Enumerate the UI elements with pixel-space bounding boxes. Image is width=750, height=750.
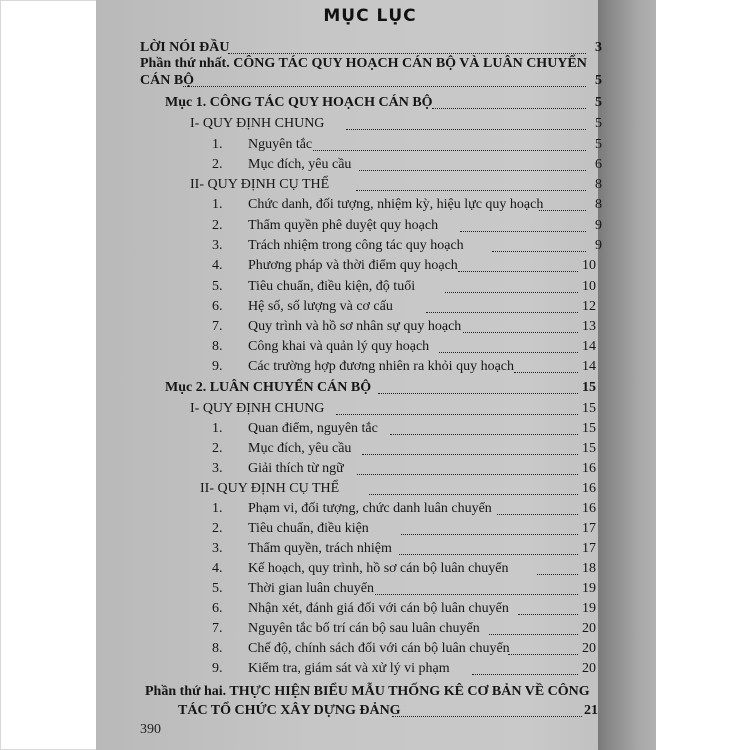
toc-page-number: 20: [582, 641, 596, 656]
toc-entry: [0, 116, 620, 136]
toc-entry: [0, 441, 620, 461]
toc-entry: [0, 684, 620, 704]
toc-entry-number: 7.: [212, 621, 223, 636]
toc-entry-number: 2.: [212, 157, 223, 172]
toc-dot-leader: [401, 534, 578, 535]
toc-dot-leader: [357, 474, 578, 475]
toc-entry-text: Mục đích, yêu cầu: [248, 441, 352, 456]
toc-entry-number: 1.: [212, 137, 223, 152]
toc-entry: [0, 359, 620, 379]
toc-dot-leader: [472, 674, 578, 675]
toc-entry-number: 1.: [212, 421, 223, 436]
toc-entry-number: 7.: [212, 319, 223, 334]
toc-entry-number: 9.: [212, 661, 223, 676]
toc-dot-leader: [445, 292, 578, 293]
toc-entry-number: 3.: [212, 238, 223, 253]
toc-dot-leader: [362, 454, 578, 455]
toc-entry: [0, 279, 620, 299]
toc-entry: [0, 339, 620, 359]
toc-page-number: 18: [582, 561, 596, 576]
toc-entry-text: I- QUY ĐỊNH CHUNG: [190, 116, 325, 131]
toc-page-number: 10: [582, 258, 596, 273]
toc-entry-text: Phạm vi, đối tượng, chức danh luân chuyển: [248, 501, 492, 516]
toc-entry-number: 4.: [212, 258, 223, 273]
toc-entry-number: 8.: [212, 339, 223, 354]
toc-entry-text: CÁN BỘ: [140, 73, 195, 88]
toc-dot-leader: [460, 231, 586, 232]
toc-dot-leader: [514, 372, 578, 373]
toc-page-number: 19: [582, 601, 596, 616]
toc-page-number: 5: [595, 95, 602, 110]
toc-dot-leader: [497, 514, 578, 515]
toc-dot-leader: [489, 634, 578, 635]
toc-entry-number: 3.: [212, 541, 223, 556]
toc-dot-leader: [432, 108, 586, 109]
toc-page-number: 21: [584, 703, 598, 718]
toc-dot-leader: [508, 654, 578, 655]
toc-dot-leader: [346, 129, 586, 130]
toc-page-number: 20: [582, 621, 596, 636]
toc-entry: [0, 401, 620, 421]
toc-page-number: 10: [582, 279, 596, 294]
toc-page-number: 16: [582, 481, 596, 496]
toc-entry: [0, 177, 620, 197]
toc-page-number: 20: [582, 661, 596, 676]
toc-entry: [0, 319, 620, 339]
toc-entry-text: Tiêu chuẩn, điều kiện: [248, 521, 369, 536]
toc-page-number: 15: [582, 421, 596, 436]
toc-entry: [0, 521, 620, 541]
toc-entry-text: Công khai và quản lý quy hoạch: [248, 339, 430, 354]
toc-entry: [0, 73, 620, 93]
toc-dot-leader: [183, 86, 586, 87]
toc-dot-leader: [356, 190, 586, 191]
toc-entry: [0, 157, 620, 177]
toc-page-number: 9: [595, 218, 602, 233]
toc-entry-number: 9.: [212, 359, 223, 374]
toc-entry-number: 6.: [212, 299, 223, 314]
toc-page-number: 9: [595, 238, 602, 253]
toc-entry-text: Nguyên tắc bố trí cán bộ sau luân chuyển: [248, 621, 480, 636]
toc-entry-text: II- QUY ĐỊNH CỤ THỂ: [200, 481, 340, 496]
toc-entry-text: Giải thích từ ngữ: [248, 461, 344, 476]
toc-entry-text: Trách nhiệm trong công tác quy hoạch: [248, 238, 464, 253]
toc-entry-text: Chế độ, chính sách đối với cán bộ luân chuyển: [248, 641, 510, 656]
toc-entry-text: Hệ số, số lượng và cơ cấu: [248, 299, 393, 314]
toc-entry: [0, 299, 620, 319]
toc-entry: [0, 197, 620, 217]
toc-dot-leader: [518, 614, 578, 615]
toc-entry: [0, 501, 620, 521]
toc-entry-number: 5.: [212, 581, 223, 596]
toc-page-number: 5: [595, 116, 602, 131]
toc-entry: [0, 621, 620, 641]
toc-entry-text: I- QUY ĐỊNH CHUNG: [190, 401, 325, 416]
toc-entry-number: 6.: [212, 601, 223, 616]
toc-dot-leader: [369, 494, 578, 495]
toc-entry: [0, 238, 620, 258]
toc-dot-leader: [392, 716, 582, 717]
toc-dot-leader: [375, 594, 578, 595]
toc-entry: [0, 601, 620, 621]
toc-entry-text: LỜI NÓI ĐẦU: [140, 40, 230, 55]
toc-entry: [0, 461, 620, 481]
toc-entry-number: 3.: [212, 461, 223, 476]
toc-page-number: 15: [582, 401, 596, 416]
toc-page-number: 3: [595, 40, 602, 55]
toc-page-number: 6: [595, 157, 602, 172]
toc-entry-text: Quy trình và hồ sơ nhân sự quy hoạch: [248, 319, 462, 334]
toc-dot-leader: [378, 393, 578, 394]
toc-entry-text: TÁC TỔ CHỨC XÂY DỰNG ĐẢNG: [178, 703, 401, 718]
toc-entry: [0, 661, 620, 681]
toc-page-number: 14: [582, 339, 596, 354]
toc-entry: [0, 481, 620, 501]
toc-dot-leader: [313, 150, 586, 151]
toc-entry-number: 1.: [212, 197, 223, 212]
toc-entry: [0, 641, 620, 661]
toc-page-number: 16: [582, 461, 596, 476]
toc-entry-text: Thời gian luân chuyển: [248, 581, 374, 596]
toc-dot-leader: [399, 554, 578, 555]
toc-entry: [0, 380, 620, 400]
toc-dot-leader: [336, 414, 578, 415]
toc-page-number: 16: [582, 501, 596, 516]
toc-entry-text: Phần thứ nhất. CÔNG TÁC QUY HOẠCH CÁN BỘ VÀ LUÂN CHUYỂN: [140, 56, 587, 71]
toc-dot-leader: [426, 312, 578, 313]
toc-dot-leader: [439, 352, 578, 353]
toc-entry: [0, 258, 620, 278]
toc-dot-leader: [463, 332, 578, 333]
page-title: MỤC LỤC: [323, 6, 417, 26]
toc-entry-number: 1.: [212, 501, 223, 516]
footer-page-number: 390: [140, 722, 161, 737]
toc-page-number: 14: [582, 359, 596, 374]
toc-dot-leader: [492, 251, 586, 252]
toc-entry-text: Kế hoạch, quy trình, hồ sơ cán bộ luân chuyển: [248, 561, 509, 576]
toc-entry-text: Tiêu chuẩn, điều kiện, độ tuổi: [248, 279, 416, 294]
toc-dot-leader: [228, 53, 586, 54]
toc-dot-leader: [359, 170, 586, 171]
toc-entry-text: Phương pháp và thời điểm quy hoạch: [248, 258, 458, 273]
toc-entry-text: Quan điểm, nguyên tắc: [248, 421, 378, 436]
toc-entry: [0, 561, 620, 581]
toc-entry: [0, 421, 620, 441]
toc-page-number: 17: [582, 521, 596, 536]
toc-entry-text: Phần thứ hai. THỰC HIỆN BIỂU MẪU THỐNG KÊ CƠ BẢN VỀ CÔNG: [145, 684, 590, 699]
toc-entry-text: Thẩm quyền, trách nhiệm: [248, 541, 392, 556]
toc-entry: [0, 703, 620, 723]
toc-entry-text: Mục đích, yêu cầu: [248, 157, 352, 172]
toc-page-number: 17: [582, 541, 596, 556]
toc-entry-text: Thẩm quyền phê duyệt quy hoạch: [248, 218, 439, 233]
background-edge: [656, 0, 750, 750]
toc-entry-number: 8.: [212, 641, 223, 656]
toc-page-number: 13: [582, 319, 596, 334]
toc-page-number: 8: [595, 197, 602, 212]
toc-page-number: 12: [582, 299, 596, 314]
toc-page-number: 5: [595, 137, 602, 152]
toc-entry: [0, 541, 620, 561]
toc-entry-text: Các trường hợp đương nhiên ra khỏi quy hoạch: [248, 359, 514, 374]
toc-entry-text: Nguyên tắc: [248, 137, 313, 152]
toc-entry-number: 5.: [212, 279, 223, 294]
toc-entry-number: 4.: [212, 561, 223, 576]
toc-entry: [0, 137, 620, 157]
toc-entry-text: Mục 1. CÔNG TÁC QUY HOẠCH CÁN BỘ: [165, 95, 433, 110]
toc-entry-number: 2.: [212, 441, 223, 456]
toc-page-number: 19: [582, 581, 596, 596]
toc-page-number: 8: [595, 177, 602, 192]
toc-entry-text: II- QUY ĐỊNH CỤ THỂ: [190, 177, 330, 192]
toc-entry-number: 2.: [212, 521, 223, 536]
toc-entry-number: 2.: [212, 218, 223, 233]
toc-entry-text: Kiểm tra, giám sát và xử lý vi phạm: [248, 661, 450, 676]
toc-entry: [0, 95, 620, 115]
toc-entry-text: Nhận xét, đánh giá đối với cán bộ luân chuyển: [248, 601, 509, 616]
toc-dot-leader: [458, 271, 578, 272]
toc-entry-text: Chức danh, đối tượng, nhiệm kỳ, hiệu lực quy hoạch: [248, 197, 544, 212]
toc-page-number: 15: [582, 441, 596, 456]
toc-entry: [0, 218, 620, 238]
toc-dot-leader: [390, 434, 578, 435]
toc-entry-text: Mục 2. LUÂN CHUYỂN CÁN BỘ: [165, 380, 372, 395]
toc-page-number: 15: [582, 380, 596, 395]
toc-entry: [0, 581, 620, 601]
toc-page-number: 5: [595, 73, 602, 88]
